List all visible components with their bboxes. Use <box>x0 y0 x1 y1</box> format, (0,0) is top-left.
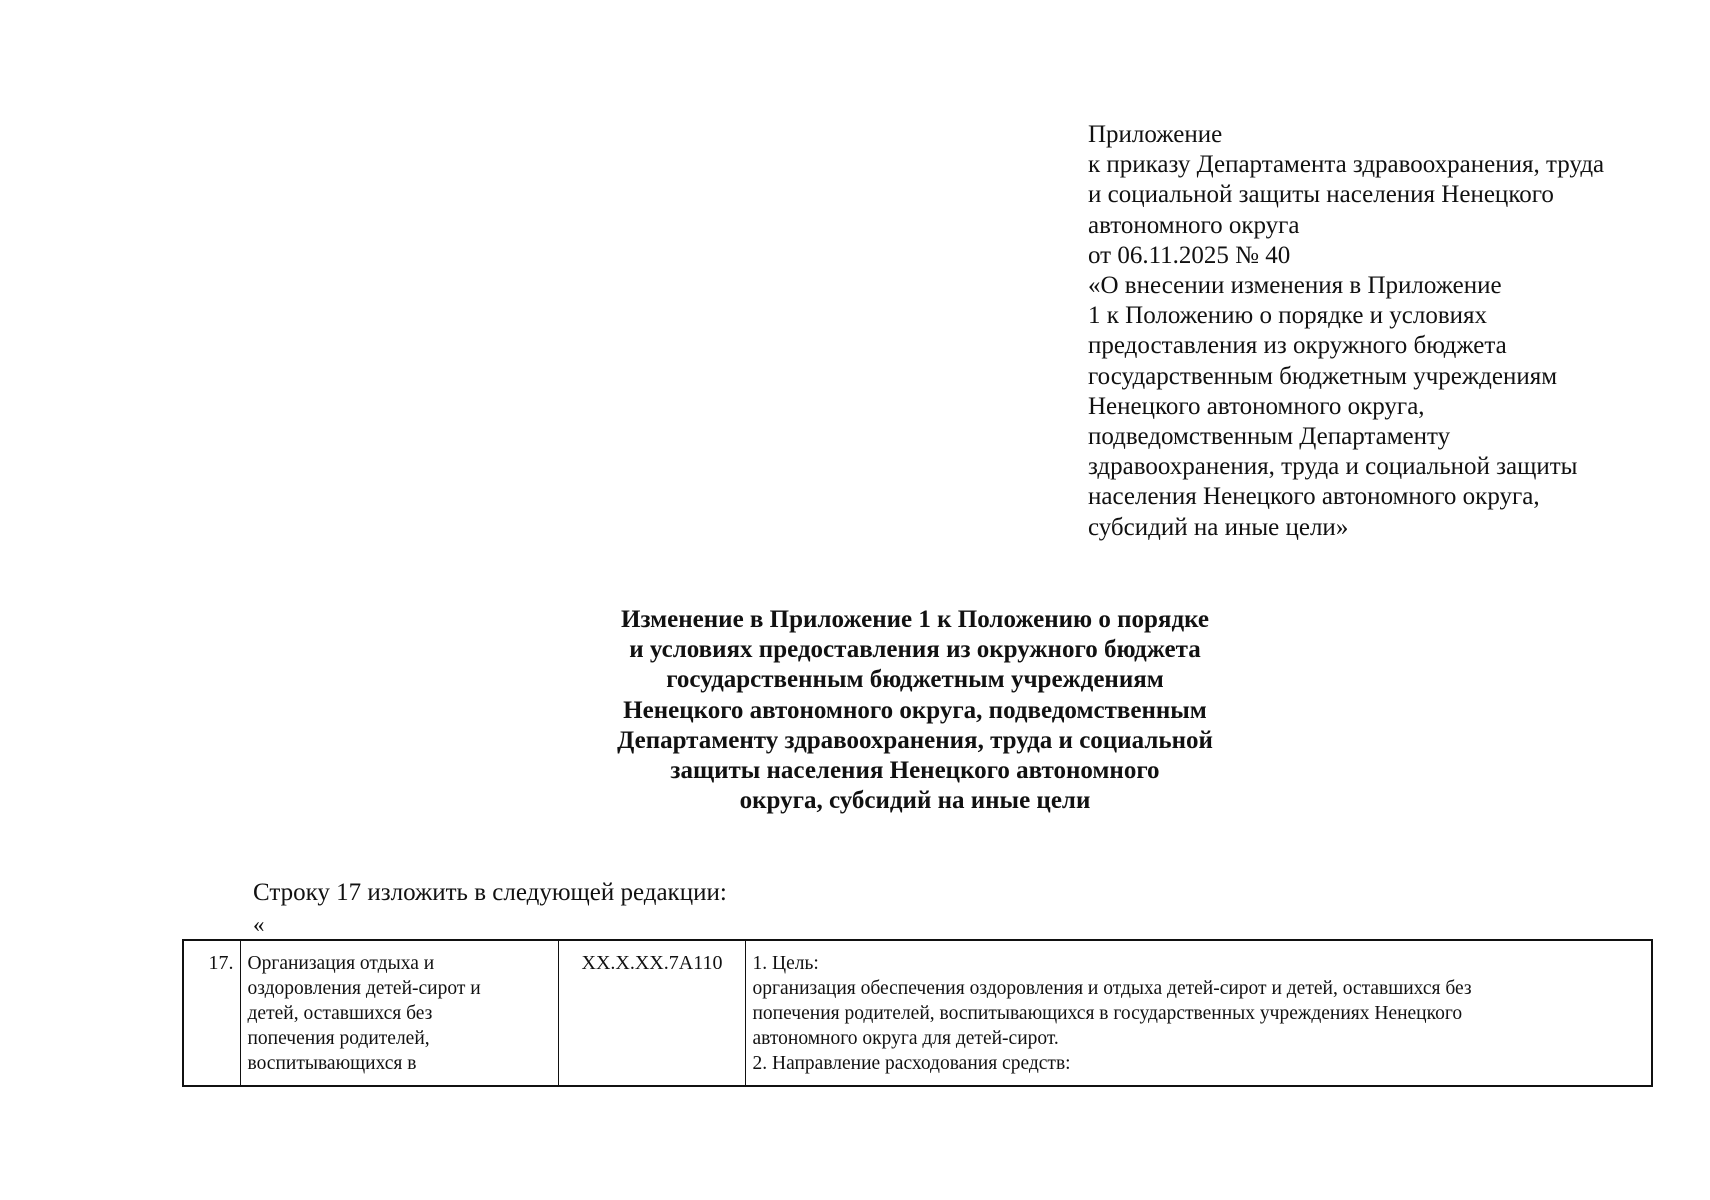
heading-line: Изменение в Приложение 1 к Положению о порядке <box>621 606 1209 633</box>
appendix-line: и социальной защиты населения Ненецкого <box>1088 181 1554 209</box>
appendix-line: к приказу Департамента здравоохранения, труда <box>1088 151 1605 179</box>
appendix-line: субсидий на иные цели» <box>1088 513 1349 541</box>
heading-line: защиты населения Ненецкого автономного <box>670 757 1160 785</box>
heading-line: округа, субсидий на иные цели <box>739 787 1091 815</box>
heading-line: и условиях предоставления из окружного бюджета <box>629 636 1201 664</box>
appendix-header <box>1088 120 1688 543</box>
row-number: 17. <box>208 952 234 974</box>
heading-line: Департаменту здравоохранения, труда и социальной <box>617 726 1213 754</box>
appendix-line: предоставления из окружного бюджета <box>1088 332 1507 360</box>
row-name-line: воспитывающихся в <box>247 1053 417 1074</box>
row-description-cell <box>745 940 1652 1086</box>
appendix-line: государственным бюджетным учреждениям <box>1088 362 1558 390</box>
appendix-line: Ненецкого автономного округа, <box>1088 392 1425 420</box>
row-name-line: Организация отдыха и <box>247 953 435 974</box>
heading-line: государственным бюджетным учреждениям <box>666 666 1164 694</box>
row-code: XX.X.XX.7A110 <box>581 952 723 974</box>
row-description-line: 2. Направление расходования средств: <box>752 1053 1071 1074</box>
change-table <box>182 939 1653 1087</box>
row-name-line: оздоровления детей-сирот и <box>247 978 481 999</box>
appendix-line: «О внесении изменения в Приложение <box>1088 272 1502 300</box>
row-description-line: 1. Цель: <box>752 953 819 974</box>
table-row <box>183 940 1652 1086</box>
document-heading <box>560 605 1270 816</box>
appendix-line: автономного округа <box>1088 211 1300 239</box>
row-description-line: автономного округа для детей-сирот. <box>752 1028 1059 1049</box>
heading-line: Ненецкого автономного округа, подведомственным <box>623 696 1207 724</box>
row-name-cell <box>240 940 558 1086</box>
appendix-line: Приложение <box>1088 121 1223 148</box>
intro-text: Строку 17 изложить в следующей редакции: <box>253 879 727 906</box>
appendix-line: населения Ненецкого автономного округа, <box>1088 483 1540 511</box>
row-name-line: детей, оставшихся без <box>247 1003 433 1024</box>
row-code-cell <box>558 940 745 1086</box>
appendix-line: от 06.11.2025 № 40 <box>1088 241 1291 269</box>
appendix-line: подведомственным Департаменту <box>1088 423 1451 451</box>
row-name-line: попечения родителей, <box>247 1028 430 1049</box>
row-description-line: организация обеспечения оздоровления и отдыха детей-сирот и детей, оставшихся без <box>752 978 1472 999</box>
appendix-line: 1 к Положению о порядке и условиях <box>1088 302 1488 330</box>
row-description-line: попечения родителей, воспитывающихся в государственных учреждениях Ненецкого <box>752 1003 1463 1024</box>
appendix-line: здравоохранения, труда и социальной защиты <box>1088 453 1578 481</box>
row-number-cell <box>183 940 240 1086</box>
opening-quote: « <box>253 912 265 937</box>
